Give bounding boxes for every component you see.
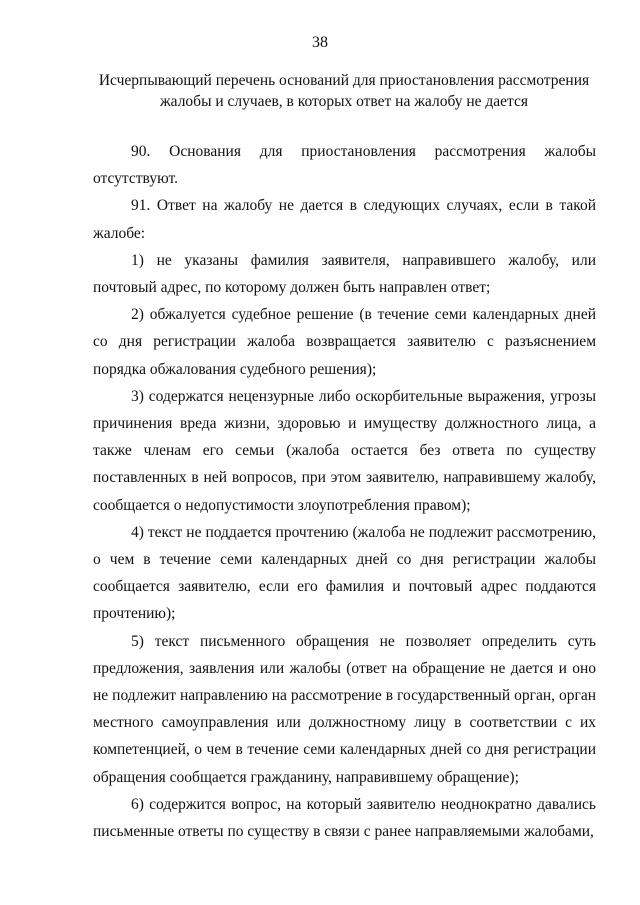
list-item-3: 3) содержатся нецензурные либо оскорбительные выражения, угрозы причинения вреда жизни, здоровью и имуществу должностного лица, а также членам его семьи (жалоба остается без ответа по существу поставленных в ней вопросов, при этом заявителю, направившему жалобу, сообщается о недопустимости злоупотребления правом);	[93, 387, 596, 514]
list-item-6: 6) содержится вопрос, на который заявителю неоднократно давались письменные ответы по существу в связи с ранее направляемыми жалобами,	[93, 795, 596, 841]
list-item-4: 4) текст не поддается прочтению (жалоба не подлежит рассмотрению, о чем в течение семи календарных дней со дня регистрации жалобы сообщается заявителю, если его фамилия и почтовый адрес поддаются прочтению);	[93, 523, 596, 623]
body-text	[93, 138, 596, 845]
list-item-5: 5) текст письменного обращения не позволяет определить суть предложения, заявления или жалобы (ответ на обращение не дается и оно не подлежит направлению на рассмотрение в государственный орган, орган местного самоуправления или должностному лицу в соответствии с их компетенцией, о чем в течение семи календарных дней со дня регистрации обращения сообщается гражданину, направившему обращение);	[93, 632, 596, 786]
paragraph-91: 91. Ответ на жалобу не дается в следующих случаях, если в такой жалобе:	[93, 197, 596, 242]
list-item-2: 2) обжалуется судебное решение (в течение семи календарных дней со дня регистрации жалоба возвращается заявителю с разъяснением порядка обжалования судебного решения);	[93, 306, 596, 378]
section-title-line-2: жалобы и случаев, в которых ответ на жалобу не дается	[159, 93, 529, 110]
paragraph-90: 90. Основания для приостановления рассмотрения жалобы отсутствуют.	[93, 143, 596, 188]
section-title	[96, 70, 592, 112]
list-item-1: 1) не указаны фамилия заявителя, направившего жалобу, или почтовый адрес, по которому должен быть направлен ответ;	[93, 251, 596, 297]
section-title-line-1: Исчерпывающий перечень оснований для приостановления рассмотрения	[98, 72, 590, 89]
page-number: 38	[312, 34, 328, 51]
